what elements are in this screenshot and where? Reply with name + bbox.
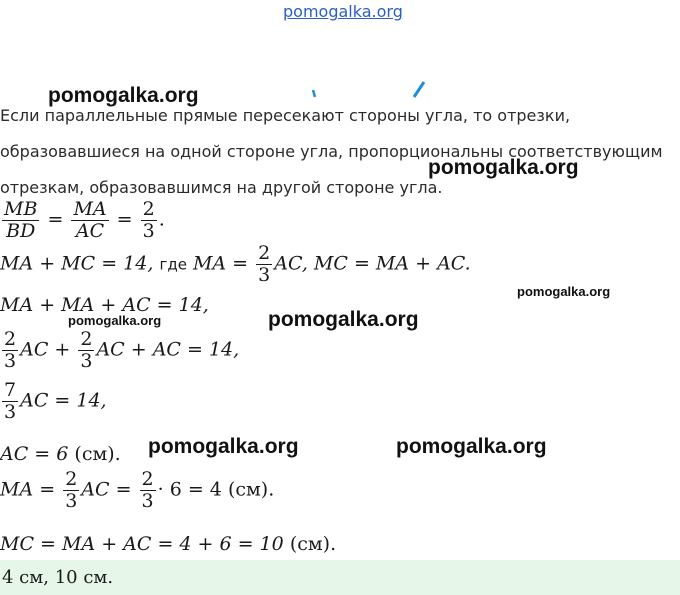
equation-sum: MA + MC = 14, где MA = $\frac{2}{3}$ AC, MC = MA + AC. [0, 242, 471, 286]
answer-text: 4 см, 10 см. [2, 567, 114, 588]
equation-substituted: MA + MA + AC = 14, [0, 294, 209, 316]
watermark: pomogalka.org [48, 84, 199, 107]
theorem-line-2: образовавшиеся на одной стороне угла, пропорциональны соответствующим [0, 142, 663, 161]
watermark-top-link[interactable]: pomogalka.org [283, 2, 403, 21]
watermark: pomogalka.org [148, 435, 299, 458]
equation-ratio: $\frac{MB}{BD}$ = $\frac{MA}{AC}$ = $\frac{2}{3}$ . [4, 198, 165, 242]
equation-ac: AC = 6 (см). [0, 443, 121, 465]
equation-ma: MA = $\frac{2}{3}$ AC = $\frac{2}{3}$ · 6 = 4 (см). [0, 468, 275, 512]
theorem-line-3: отрезкам, образовавшимся на другой стороне угла. [0, 178, 443, 197]
equation-combined: $\frac{7}{3}$ AC = 14, [4, 379, 107, 423]
watermark: pomogalka.org [268, 308, 419, 331]
watermark: pomogalka.org [396, 435, 547, 458]
equation-mc: MC = MA + AC = 4 + 6 = 10 (см). [0, 533, 337, 555]
watermark: pomogalka.org [68, 313, 162, 328]
watermark: pomogalka.org [517, 284, 611, 299]
stray-mark-right [414, 82, 424, 97]
stray-mark-left [313, 90, 315, 97]
theorem-line-1: Если параллельные прямые пересекают стороны угла, то отрезки, [0, 106, 571, 125]
equation-fractions: $\frac{2}{3}$ AC + $\frac{2}{3}$ AC + AC = 14, [4, 328, 240, 372]
watermark: pomogalka.org [428, 156, 579, 179]
